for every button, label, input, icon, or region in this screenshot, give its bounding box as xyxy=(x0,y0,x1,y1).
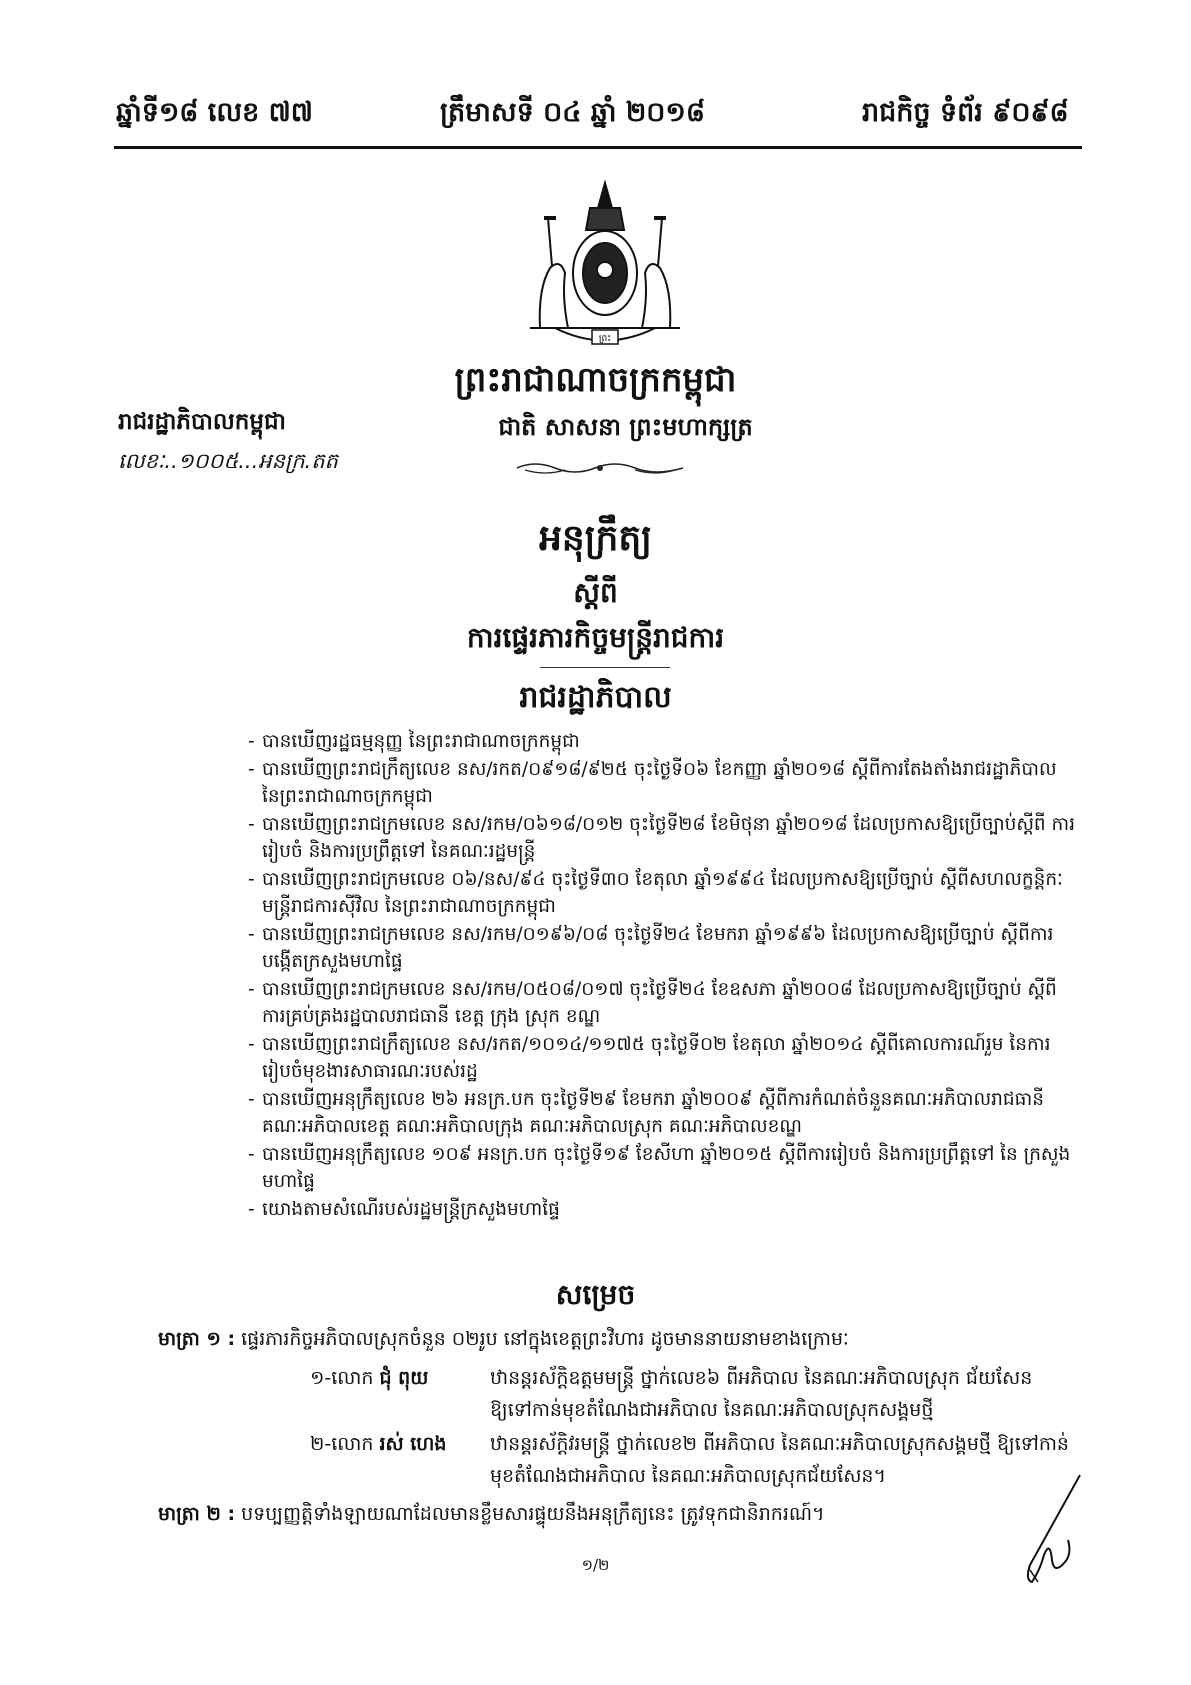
person-1-description: ឋានន្តរស័ក្តិឧត្តមមន្ត្រី ថ្នាក់លេខ៦ ពីអភិបាល នៃគណៈអភិបាលស្រុក ជ័យសែន ឱ្យទៅកាន់មុខតំណែងជាអភិបាល នៃគណៈអភិបាលស្រុកសង្គមថ្មី xyxy=(490,1367,1033,1421)
gazette-year-issue: ឆ្នាំទី១៨ លេខ ៧៧ xyxy=(116,97,313,128)
article-1-text: ផ្ទេរភារកិច្ចអភិបាលស្រុកចំនួន ០២រូប នៅក្នុងខេត្តព្រះវិហារ ដូចមាននាយនាមខាងក្រោមៈ xyxy=(241,1328,849,1350)
legal-reference: - បានឃើញអនុក្រឹត្យលេខ ២៦ អនក្រ.បក ចុះថ្ងៃទី២៩ ខែមករា ឆ្នាំ២០០៩ ស្តីពីការកំណត់ចំនួនគណៈអភិបាលរាជធានី គណៈអភិបាលខេត្ត គណៈអភិបាលក្រុង គណៈអភិបាលស្រុក គណៈអភិបាលខណ្ឌ xyxy=(248,1086,1078,1141)
gazette-date: ត្រឹមាសទី ០៤ ឆ្នាំ ២០១៨ xyxy=(440,97,705,128)
document-number: លេខៈ..១០០៥...អនក្រ.តត xyxy=(118,449,338,473)
page-number: ១/២ xyxy=(581,1556,610,1574)
person-2-prefix: ២-លោក xyxy=(310,1433,374,1455)
article-1-label: មាត្រា ១ : xyxy=(158,1328,236,1350)
subject-underline xyxy=(540,667,670,668)
article-2-text: បទប្បញ្ញត្តិទាំងឡាយណាដែលមានខ្លឹមសារផ្ទុយនឹងអនុក្រឹត្យនេះ ត្រូវទុកជានិរាករណ៍។ xyxy=(241,1503,825,1525)
person-1-prefix: ១-លោក xyxy=(310,1367,374,1389)
emblem-stamp-text: ព្រះ xyxy=(598,334,612,344)
coat-of-arms-icon xyxy=(520,178,690,357)
ornament-divider-icon xyxy=(515,459,685,481)
article-2-label: មាត្រា ២ : xyxy=(158,1503,236,1525)
signature-initials-icon xyxy=(1010,1470,1090,1594)
legal-reference: - បានឃើញព្រះរាជក្រមលេខ ០៦/នស/៩៤ ចុះថ្ងៃទី៣០ ខែតុលា ឆ្នាំ១៩៩៤ ដែលប្រកាសឱ្យប្រើច្បាប់ ស្តីពីសហលក្ខន្តិកៈ មន្ត្រីរាជការស៊ីវិល នៃព្រះរាជាណាចក្រកម្ពុជា xyxy=(248,866,1078,921)
person-2-title xyxy=(310,1428,446,1460)
national-motto: ជាតិ សាសនា ព្រះមហាក្សត្រ xyxy=(498,413,753,441)
person-1-name: ជុំ ពុយ xyxy=(379,1367,429,1389)
document-type: អនុក្រឹត្យ xyxy=(539,518,652,559)
legal-reference: - បានឃើញព្រះរាជក្រមលេខ នស/រកម/០៥០៨/០១៧ ចុះថ្ងៃទី២៤ ខែឧសភា ឆ្នាំ២០០៨ ដែលប្រកាសឱ្យប្រើច្បាប់ ស្តីពីការគ្រប់គ្រងរដ្ឋបាលរាជធានី ខេត្ត ក្រុង ស្រុក ខណ្ឌ xyxy=(248,976,1078,1031)
legal-reference: - បានឃើញព្រះរាជក្រមលេខ នស/រកម/០៦១៨/០១២ ចុះថ្ងៃទី២៨ ខែមិថុនា ឆ្នាំ២០១៨ ដែលប្រកាសឱ្យប្រើច្បាប់ស្តីពី ការរៀបចំ និងការប្រព្រឹត្តទៅ នៃគណៈរដ្ឋមន្ត្រី xyxy=(248,811,1078,866)
legal-reference: - បានឃើញរដ្ឋធម្មនុញ្ញ នៃព្រះរាជាណាចក្រកម្ពុជា xyxy=(248,728,1078,756)
authority-heading: រាជរដ្ឋាភិបាល xyxy=(519,680,672,715)
document-subject: ការផ្ទេរភារកិច្ចមន្ត្រីរាជការ xyxy=(466,621,725,654)
article-2 xyxy=(158,1500,1088,1528)
gazette-page: រាជកិច្ច ទំព័រ ៩០៩៨ xyxy=(862,97,1069,128)
legal-references-list xyxy=(248,728,1078,1223)
legal-reference: - បានឃើញអនុក្រឹត្យលេខ ១០៩ អនក្រ.បក ចុះថ្ងៃទី១៩ ខែសីហា ឆ្នាំ២០១៥ ស្តីពីការរៀបចំ និងការប្រព្រឹត្តទៅ នៃ ក្រសួងមហាផ្ទៃ xyxy=(248,1141,1078,1196)
legal-reference: - បានឃើញព្រះរាជក្រមលេខ នស/រកម/០១៩៦/០៨ ចុះថ្ងៃទី២៤ ខែមករា ឆ្នាំ១៩៩៦ ដែលប្រកាសឱ្យប្រើច្បាប់ ស្តីពីការបង្កើតក្រសួងមហាផ្ទៃ xyxy=(248,921,1078,976)
issuing-government: រាជរដ្ឋាភិបាលកម្ពុជា xyxy=(118,409,286,435)
kingdom-title: ព្រះរាជាណាចក្រកម្ពុជា xyxy=(454,360,737,400)
legal-reference: - យោងតាមសំណើរបស់រដ្ឋមន្ត្រីក្រសួងមហាផ្ទៃ xyxy=(248,1196,1078,1224)
person-2-description: ឋានន្តរស័ក្តិវរមន្ត្រី ថ្នាក់លេខ២ ពីអភិបាល នៃគណៈអភិបាលស្រុកសង្គមថ្មី ឱ្យទៅកាន់មុខតំណែងជាអភិបាល នៃគណៈអភិបាលស្រុកជ័យសែន។ xyxy=(490,1433,1069,1487)
decision-heading: សម្រេច xyxy=(555,1278,636,1311)
document-subtitle: ស្តីពី xyxy=(573,576,618,609)
person-1-title xyxy=(310,1362,428,1394)
header-rule xyxy=(114,146,1082,149)
article-1 xyxy=(158,1325,1088,1353)
legal-reference: - បានឃើញព្រះរាជក្រឹត្យលេខ នស/រកត/១០១៤/១១៧៥ ចុះថ្ងៃទី០២ ខែតុលា ឆ្នាំ២០១៤ ស្តីពីគោលការណ៍រួម នៃការ រៀបចំមុខងារសាធារណៈរបស់រដ្ឋ xyxy=(248,1031,1078,1086)
person-2-name: រស់ ហេង xyxy=(379,1433,447,1455)
legal-reference: - បានឃើញព្រះរាជក្រឹត្យលេខ នស/រកត/០៩១៨/៩២៥ ចុះថ្ងៃទី០៦ ខែកញ្ញា ឆ្នាំ២០១៨ ស្តីពីការតែងតាំងរាជរដ្ឋាភិបាល នៃព្រះរាជាណាចក្រកម្ពុជា xyxy=(248,756,1078,811)
